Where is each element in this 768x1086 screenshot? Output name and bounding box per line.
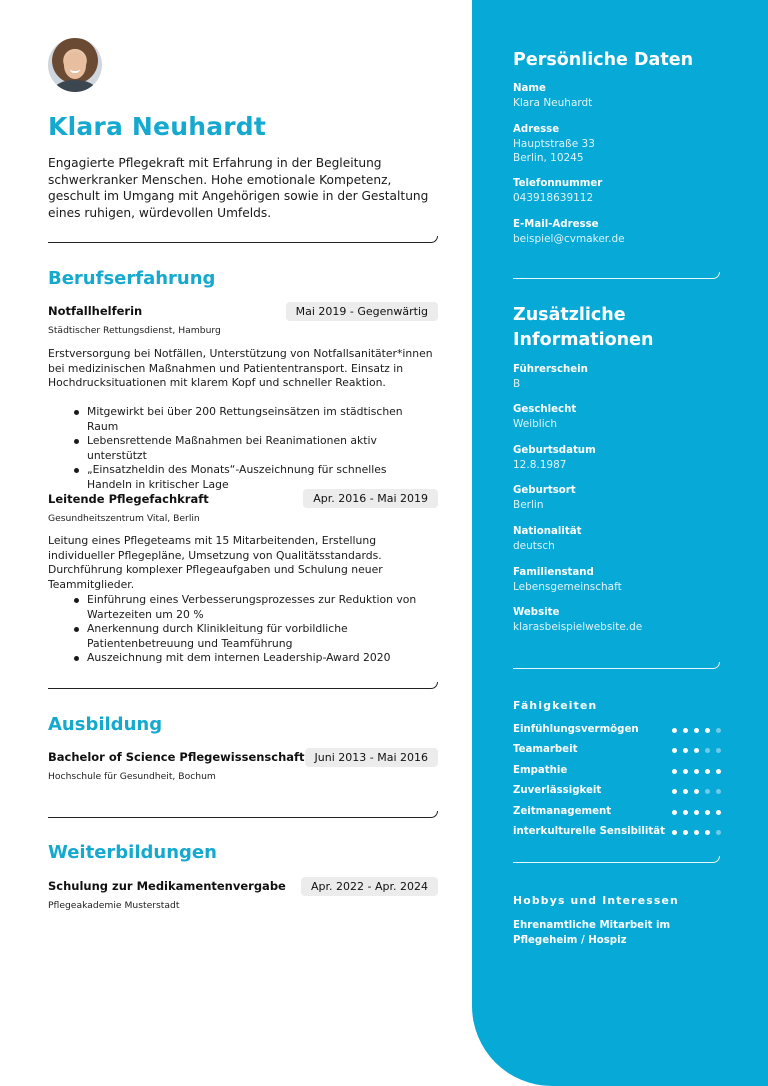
achievement-item: „Einsatzheldin des Monats“-Auszeichnung für schnelles Handeln in kritischer Lage xyxy=(72,463,432,492)
rating-dot-empty xyxy=(716,789,721,794)
profile-summary: Engagierte Pflegekraft mit Erfahrung in der Begleitung schwerkranker Menschen. Hohe emotionale Kompetenz, geschult im Umgang mit Angehörigen sowie in der Gestaltung eines ruhigen, würdevollen Umfelds. xyxy=(48,156,429,220)
rating-dot-filled xyxy=(694,769,699,774)
training-title: Schulung zur Medikamentenvergabe xyxy=(48,879,286,893)
phone-value: 043918639112 xyxy=(513,192,594,204)
hobbies-heading: Hobbys und Interessen xyxy=(513,894,679,907)
license-value: B xyxy=(513,378,521,390)
rating-dot-filled xyxy=(683,830,688,835)
education-heading: Ausbildung xyxy=(48,714,163,735)
rating-dot-filled xyxy=(694,728,699,733)
job-dates-badge: Apr. 2016 - Mai 2019 xyxy=(303,489,438,508)
job-description: Leitung eines Pflegeteams mit 15 Mitarbeitenden, Erstellung individueller Pflegepläne, Umsetzung von Qualitätsstandards. Durchführung komplexer Pflegeaufgaben und Schulung neuer Teammitglieder. xyxy=(48,534,383,591)
section-divider xyxy=(48,811,438,818)
rating-dot-empty xyxy=(716,728,721,733)
skill-name: Teamarbeit xyxy=(513,744,578,755)
rating-dot-filled xyxy=(705,830,710,835)
birthdate-value: 12.8.1987 xyxy=(513,459,567,471)
skill-rating xyxy=(672,810,721,815)
achievement-item: Mitgewirkt bei über 200 Rettungseinsätzen im städtischen Raum xyxy=(72,405,432,434)
rating-dot-filled xyxy=(694,789,699,794)
additional-info-heading: Zusätzliche xyxy=(513,305,626,325)
rating-dot-filled xyxy=(672,769,677,774)
education-dates-badge: Juni 2013 - Mai 2016 xyxy=(305,748,438,767)
training-heading: Weiterbildungen xyxy=(48,842,217,863)
birthdate-label: Geburtsdatum xyxy=(513,445,596,456)
rating-dot-filled xyxy=(694,810,699,815)
skill-rating xyxy=(672,789,721,794)
skill-rating xyxy=(672,769,721,774)
birthplace-value: Berlin xyxy=(513,499,544,511)
panel-divider xyxy=(513,272,720,279)
skill-name: Zeitmanagement xyxy=(513,806,612,817)
rating-dot-filled xyxy=(672,728,677,733)
section-divider xyxy=(48,236,438,243)
rating-dot-filled xyxy=(716,810,721,815)
gender-value: Weiblich xyxy=(513,418,558,430)
email-value: beispiel@cvmaker.de xyxy=(513,233,625,245)
skill-row xyxy=(513,785,721,799)
skill-rating xyxy=(672,728,721,733)
rating-dot-filled xyxy=(672,810,677,815)
skill-row xyxy=(513,744,721,758)
sidebar-panel xyxy=(472,0,768,1086)
rating-dot-filled xyxy=(683,810,688,815)
hobby-item: Ehrenamtliche Mitarbeit im Pflegeheim / Hospiz xyxy=(513,920,671,946)
achievement-item: Lebensrettende Maßnahmen bei Reanimationen aktiv unterstützt xyxy=(72,434,432,463)
job-achievements xyxy=(72,405,432,493)
rating-dot-filled xyxy=(683,748,688,753)
personal-data-heading: Persönliche Daten xyxy=(513,50,694,70)
gender-label: Geschlecht xyxy=(513,404,577,415)
job-title: Notfallhelferin xyxy=(48,304,143,318)
achievement-item: Einführung eines Verbesserungsprozesses zur Reduktion von Wartezeiten um 20 % xyxy=(72,593,432,622)
additional-info-heading-line2: Informationen xyxy=(513,330,654,350)
marital-status-label: Familienstand xyxy=(513,567,594,578)
rating-dot-filled xyxy=(694,830,699,835)
name-label: Name xyxy=(513,83,546,94)
achievement-item: Anerkennung durch Klinikleitung für vorbildliche Patientenbetreuung und Teamführung xyxy=(72,622,432,651)
job-employer: Gesundheitszentrum Vital, Berlin xyxy=(48,513,200,524)
job-employer: Städtischer Rettungsdienst, Hamburg xyxy=(48,325,221,336)
rating-dot-filled xyxy=(694,748,699,753)
job-achievements xyxy=(72,593,432,666)
rating-dot-filled xyxy=(716,769,721,774)
education-title: Bachelor of Science Pflegewissenschaft xyxy=(48,750,305,764)
rating-dot-filled xyxy=(705,769,710,774)
skill-name: Zuverlässigkeit xyxy=(513,785,602,796)
skill-name: Einfühlungsvermögen xyxy=(513,724,639,735)
address-label: Adresse xyxy=(513,124,560,135)
job-dates-badge: Mai 2019 - Gegenwärtig xyxy=(286,302,438,321)
experience-heading: Berufserfahrung xyxy=(48,268,216,289)
candidate-name: Klara Neuhardt xyxy=(48,112,267,141)
skill-name: interkulturelle Sensibilität xyxy=(513,826,666,837)
rating-dot-filled xyxy=(672,830,677,835)
panel-divider xyxy=(513,856,720,863)
rating-dot-empty xyxy=(705,789,710,794)
rating-dot-filled xyxy=(683,789,688,794)
skills-heading: Fähigkeiten xyxy=(513,699,598,712)
address-line2: Berlin, 10245 xyxy=(513,152,584,164)
achievement-item: Auszeichnung mit dem internen Leadership-Award 2020 xyxy=(72,651,432,666)
rating-dot-filled xyxy=(672,789,677,794)
email-label: E-Mail-Adresse xyxy=(513,219,599,230)
training-institution: Pflegeakademie Musterstadt xyxy=(48,900,180,911)
training-dates-badge: Apr. 2022 - Apr. 2024 xyxy=(301,877,438,896)
nationality-value: deutsch xyxy=(513,540,555,552)
profile-photo xyxy=(48,38,102,92)
skill-row xyxy=(513,765,721,779)
rating-dot-empty xyxy=(716,748,721,753)
marital-status-value: Lebensgemeinschaft xyxy=(513,581,622,593)
skill-row xyxy=(513,806,721,820)
skill-row xyxy=(513,826,721,840)
rating-dot-filled xyxy=(705,810,710,815)
phone-label: Telefonnummer xyxy=(513,178,603,189)
nationality-label: Nationalität xyxy=(513,526,582,537)
job-description: Erstversorgung bei Notfällen, Unterstützung von Notfallsanitäter*innen bei medizinischen Maßnahmen und Patiententransport. Einsatz in Hochdrucksituationen mit klarem Kopf und schneller Reaktion. xyxy=(48,347,433,390)
skill-rating xyxy=(672,748,721,753)
rating-dot-empty xyxy=(716,830,721,835)
rating-dot-empty xyxy=(705,748,710,753)
rating-dot-filled xyxy=(683,769,688,774)
panel-divider xyxy=(513,662,720,669)
job-title: Leitende Pflegefachkraft xyxy=(48,492,209,506)
name-value: Klara Neuhardt xyxy=(513,97,593,109)
skill-name: Empathie xyxy=(513,765,568,776)
education-institution: Hochschule für Gesundheit, Bochum xyxy=(48,771,216,782)
section-divider xyxy=(48,682,438,689)
skill-row xyxy=(513,724,721,738)
birthplace-label: Geburtsort xyxy=(513,485,576,496)
rating-dot-filled xyxy=(672,748,677,753)
rating-dot-filled xyxy=(683,728,688,733)
website-link[interactable]: klarasbeispielwebsite.de xyxy=(513,621,643,633)
license-label: Führerschein xyxy=(513,364,588,375)
address-line1: Hauptstraße 33 xyxy=(513,138,595,150)
rating-dot-filled xyxy=(705,728,710,733)
skill-rating xyxy=(672,830,721,835)
website-label: Website xyxy=(513,607,560,618)
